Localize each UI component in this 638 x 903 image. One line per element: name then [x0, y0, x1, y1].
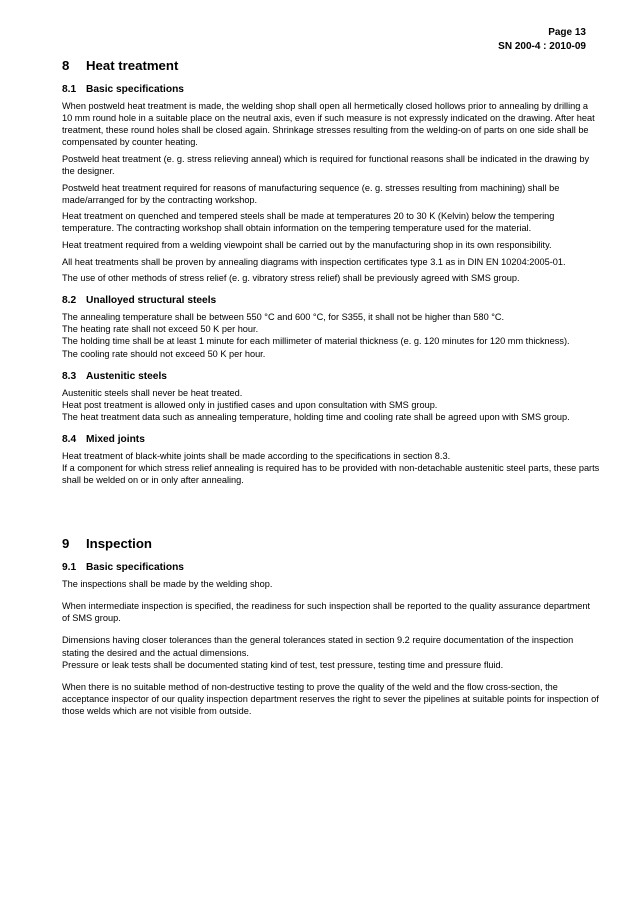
paragraph: Postweld heat treatment (e. g. stress relieving anneal) which is required for functional reasons shall be indicated in the drawing by the designer. — [62, 153, 590, 176]
document-id: SN 200-4 : 2010-09 — [498, 41, 586, 52]
section-title: Heat treatment — [86, 58, 179, 73]
paragraph: When there is no suitable method of non-destructive testing to prove the quality of the weld and the flow cross-section, the acceptance inspector of our quality inspection department reserves the right to sever the pipelines at suitable points for inspection of those welds which are not visible from outside. — [62, 681, 599, 716]
subsection-number: 8.1 — [62, 84, 77, 95]
subsection-number: 8.3 — [62, 370, 77, 382]
section-number: 8 — [62, 58, 70, 73]
section-title: Inspection — [86, 536, 152, 552]
section-8-1-body — [62, 100, 600, 284]
paragraph: Pressure or leak tests shall be documented stating kind of test, test pressure, testing time and pressure fluid. — [62, 659, 504, 670]
section-9-1-body — [62, 578, 600, 717]
subsection-title: Unalloyed structural steels — [86, 295, 217, 307]
subsection-number: 9.1 — [62, 562, 77, 574]
paragraph: Postweld heat treatment required for reasons of manufacturing sequence (e. g. stresses resulting from machining) shall be made/arranged for by the contracting workshop. — [62, 182, 560, 205]
section-8-1-heading — [62, 83, 600, 96]
paragraph: Dimensions having closer tolerances than the general tolerances stated in section 9.2 require documentation of the inspection stating the desired and the actual dimensions. — [62, 635, 574, 658]
text-line: Austenitic steels shall never be heat treated. — [62, 387, 243, 398]
section-8-4-body — [62, 450, 600, 486]
subsection-number: 8.4 — [62, 433, 77, 445]
section-8-2-body — [62, 311, 600, 359]
section-9-heading — [62, 536, 600, 552]
paragraph: Heat treatment required from a welding viewpoint shall be carried out by the manufacturing shop in its own responsibility. — [62, 239, 552, 250]
text-line: The annealing temperature shall be between 550 °C and 600 °C, for S355, it shall not be higher than 580 °C. — [62, 312, 505, 323]
subsection-title: Austenitic steels — [86, 370, 167, 382]
section-9-1-heading — [62, 561, 600, 574]
page-number: Page 13 — [548, 27, 586, 38]
section-8-4-heading — [62, 433, 600, 446]
subsection-title: Basic specifications — [86, 562, 184, 574]
paragraph: When postweld heat treatment is made, the welding shop shall open all hermetically closed hollows prior to annealing by drilling a 10 mm round hole in a suitable place on the neutral axis, even if such measure is not expressly indicated on the drawing. After heat treatment, these round holes shall be closed again. Shrinkage stresses resulting from the welding-on of parts on one side shall be compensated by counter heating. — [62, 101, 595, 148]
text-line: The heating rate shall not exceed 50 K per hour. — [62, 324, 259, 335]
page-header — [498, 26, 586, 54]
section-8-2-heading — [62, 294, 600, 307]
text-line: The holding time shall be at least 1 minute for each millimeter of material thickness (e. g. 120 minutes for 120 mm thickness). — [62, 336, 570, 347]
subsection-number: 8.2 — [62, 295, 77, 307]
section-8-heading — [62, 58, 600, 74]
subsection-title: Mixed joints — [86, 433, 145, 445]
section-8-3-body — [62, 387, 600, 423]
paragraph: When intermediate inspection is specified, the readiness for such inspection shall be reported to the quality assurance department of SMS group. — [62, 601, 591, 624]
subsection-title: Basic specifications — [86, 84, 184, 95]
text-line: Heat treatment of black-white joints shall be made according to the specifications in section 8.3. — [62, 450, 451, 461]
text-line: If a component for which stress relief annealing is required has to be provided with non-detachable austenitic steel parts, these parts shall be welded on or in only after annealing. — [62, 462, 600, 486]
text-line: The cooling rate should not exceed 50 K per hour. — [62, 348, 266, 359]
section-number: 9 — [62, 536, 70, 552]
document-body — [62, 58, 600, 717]
paragraph: Heat treatment on quenched and tempered steels shall be made at temperatures 20 to 30 K (Kelvin) below the tempering temperature. The contracting workshop shall obtain information on the tempering temperature used for the material. — [62, 211, 555, 234]
text-line: Heat post treatment is allowed only in justified cases and upon consultation with SMS group. — [62, 399, 438, 410]
text-line: The heat treatment data such as annealing temperature, holding time and cooling rate shall be agreed upon with SMS group. — [62, 411, 570, 422]
paragraph: The inspections shall be made by the welding shop. — [62, 579, 273, 590]
section-8-3-heading — [62, 370, 600, 383]
paragraph: The use of other methods of stress relief (e. g. vibratory stress relief) shall be previously agreed with SMS group. — [62, 273, 520, 284]
paragraph: All heat treatments shall be proven by annealing diagrams with inspection certificates type 3.1 as in DIN EN 10204:2005-01. — [62, 256, 566, 267]
